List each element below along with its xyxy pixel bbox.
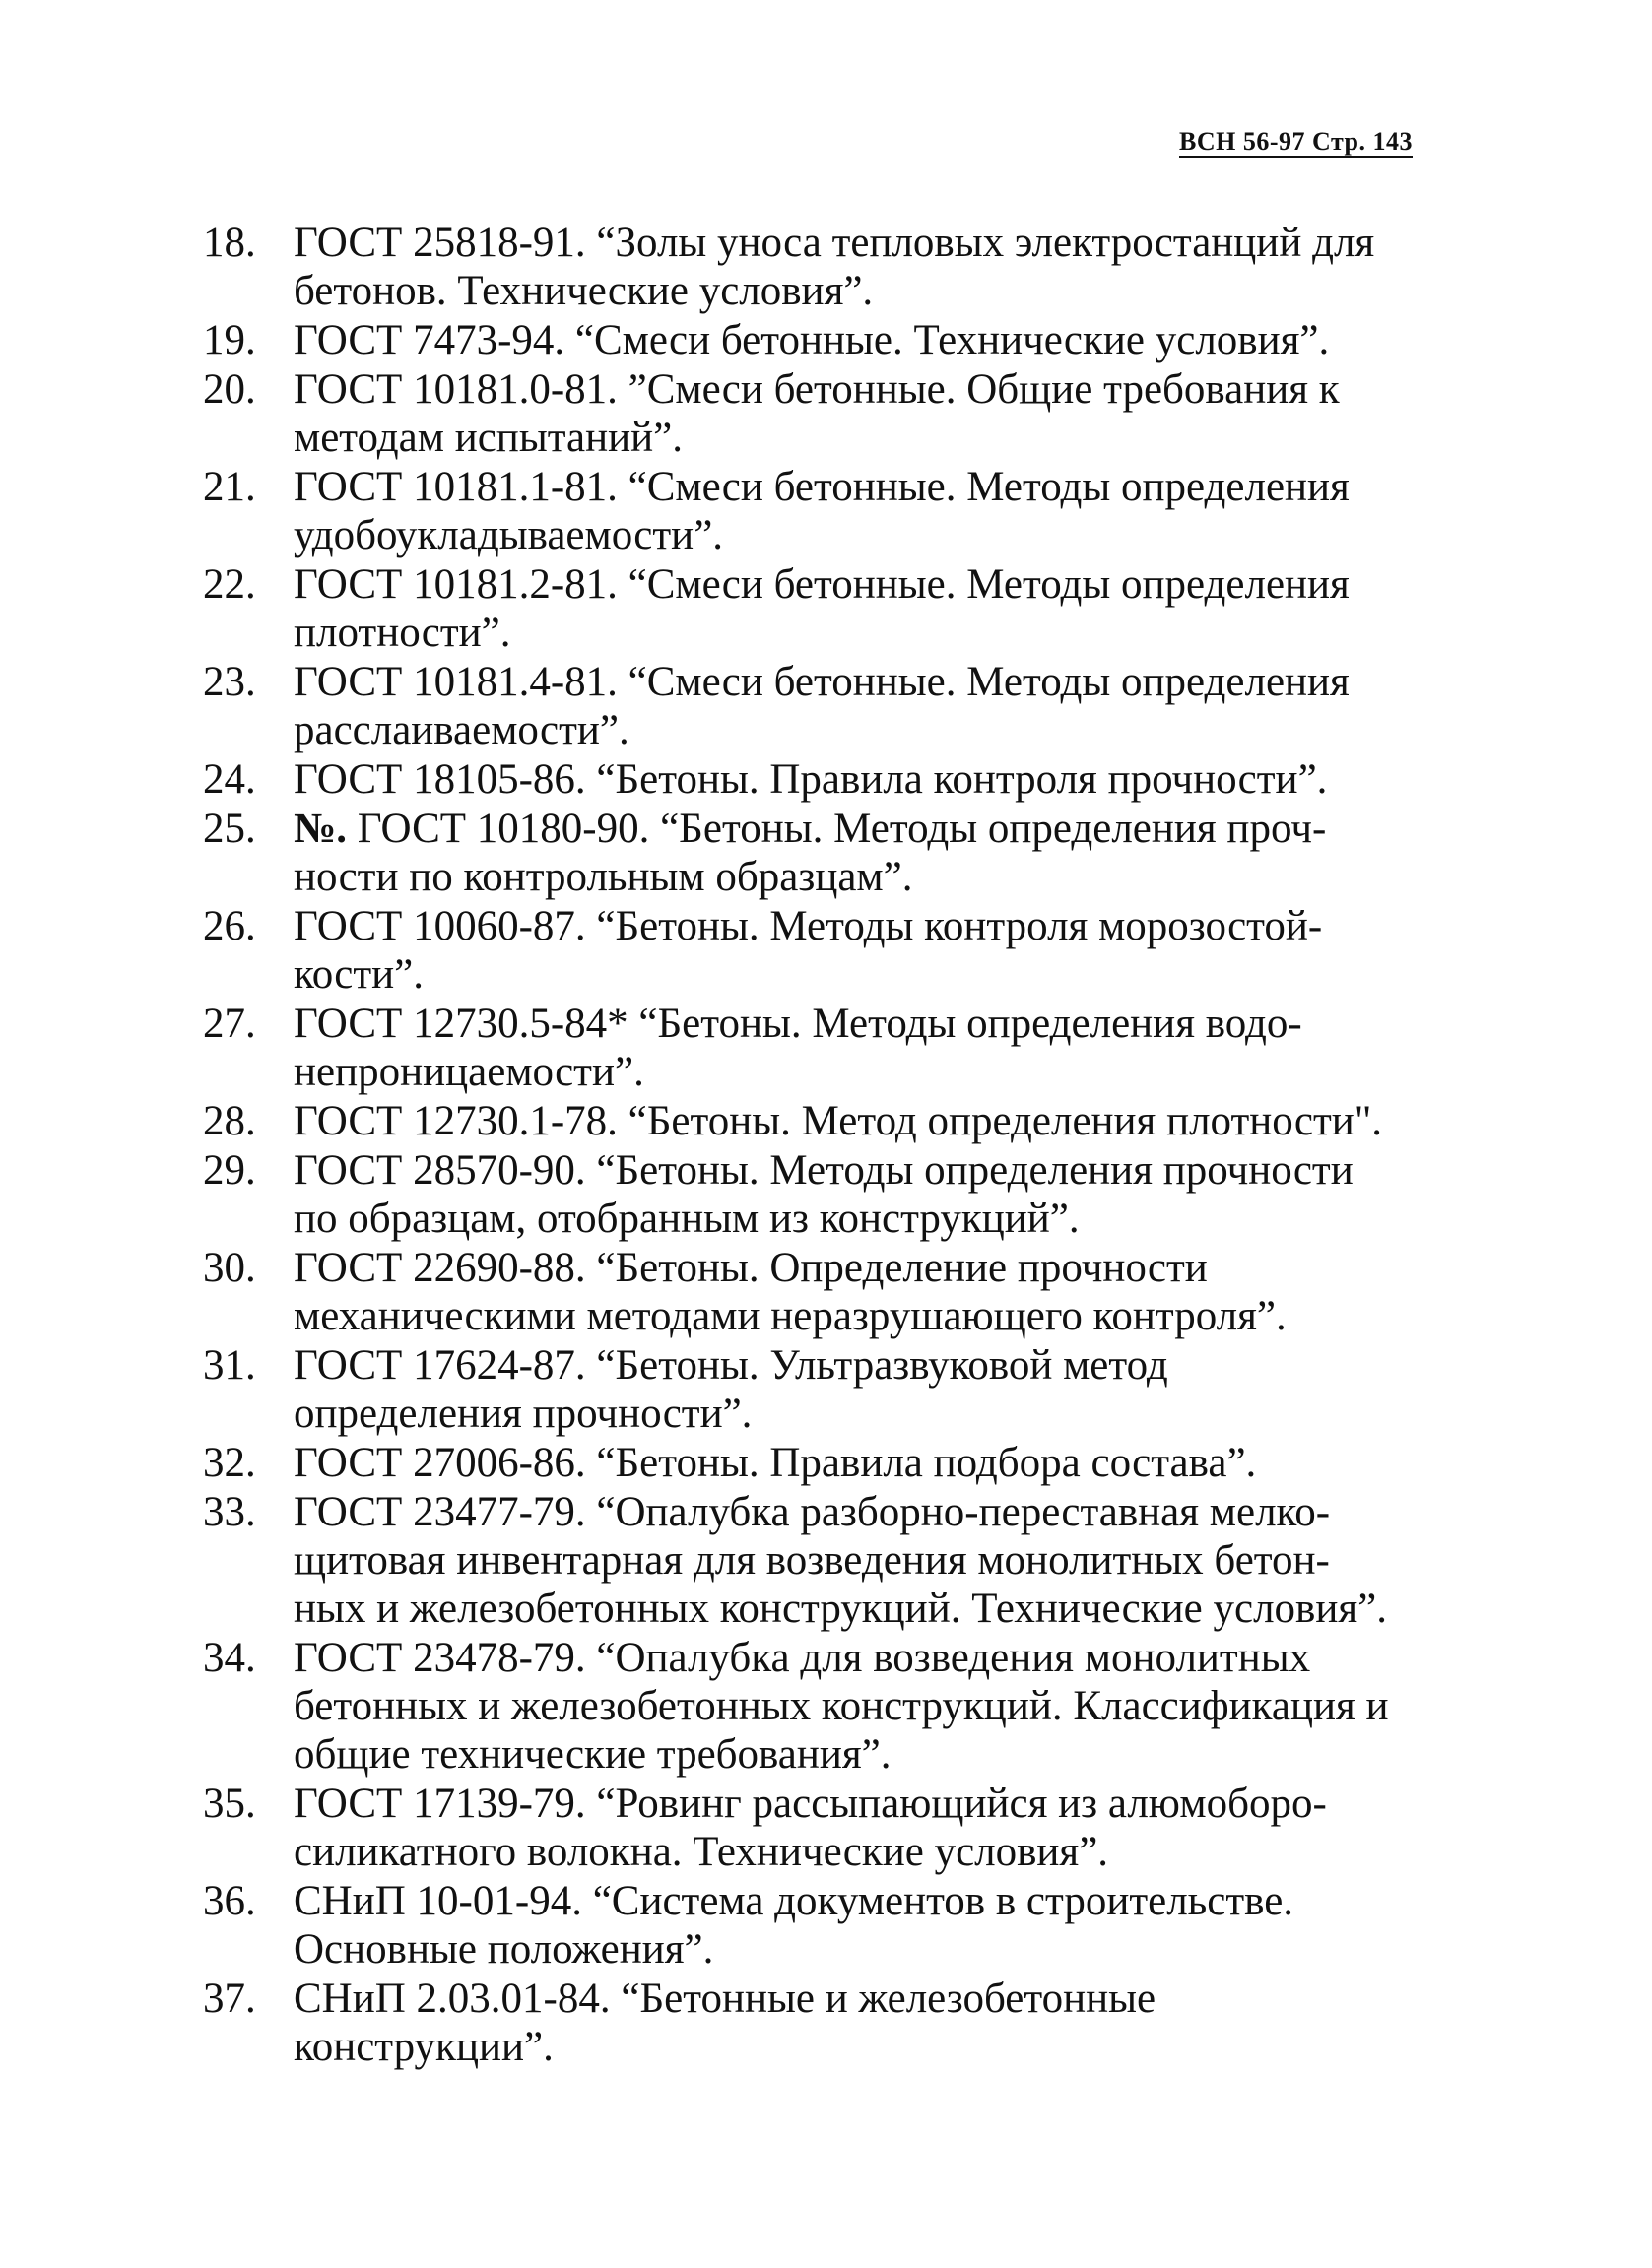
reference-line: ГОСТ 12730.1-78. “Бетоны. Метод определения плотности". <box>294 1098 1383 1144</box>
page-header: ВСН 56-97 Стр. 143 <box>1179 127 1413 156</box>
reference-number: 36. <box>203 1878 256 1924</box>
reference-item <box>203 1488 1484 1633</box>
reference-text <box>294 1975 1446 2071</box>
reference-text <box>294 1488 1446 1633</box>
reference-line: бетонных и железобетонных конструкций. Классификация и <box>294 1683 1389 1729</box>
reference-line: СНиП 2.03.01-84. “Бетонные и железобетонные <box>294 1976 1156 2022</box>
reference-line: плотности”. <box>294 610 511 656</box>
reference-item <box>203 560 1484 657</box>
reference-number: 27. <box>203 1001 256 1047</box>
reference-number: 32. <box>203 1440 256 1486</box>
reference-item <box>203 1097 1484 1145</box>
reference-line: СНиП 10-01-94. “Система документов в строительстве. <box>294 1878 1294 1924</box>
reference-line: кости”. <box>294 951 425 998</box>
reference-line: ГОСТ 28570-90. “Бетоны. Методы определения прочности <box>294 1147 1354 1194</box>
reference-number: 35. <box>203 1781 256 1827</box>
reference-text <box>294 560 1446 657</box>
reference-text <box>294 1097 1446 1145</box>
reference-line: бетонов. Технические условия”. <box>294 268 874 314</box>
reference-number: 30. <box>203 1245 256 1291</box>
reference-number: 25. <box>203 806 256 852</box>
reference-item <box>203 658 1484 754</box>
reference-line: механическими методами неразрушающего контроля”. <box>294 1293 1287 1339</box>
reference-line: ГОСТ 25818-91. “Золы уноса тепловых электростанций для <box>294 220 1375 266</box>
reference-item <box>203 1341 1484 1438</box>
reference-line: ГОСТ 10060-87. “Бетоны. Методы контроля морозостой- <box>294 903 1323 949</box>
reference-list <box>203 219 1484 2072</box>
reference-item <box>203 1634 1484 1779</box>
reference-number: 34. <box>203 1635 256 1681</box>
reference-line: ности по контрольным образцам”. <box>294 854 913 900</box>
reference-number: 28. <box>203 1098 256 1144</box>
reference-item <box>203 219 1484 315</box>
reference-line: ГОСТ 10181.0-81. ”Смеси бетонные. Общие требования к <box>294 366 1340 413</box>
reference-line: ГОСТ 7473-94. “Смеси бетонные. Технические условия”. <box>294 317 1330 363</box>
reference-line: удобоукладываемости”. <box>294 512 724 558</box>
reference-number: 21. <box>203 464 256 510</box>
reference-item <box>203 316 1484 364</box>
reference-text <box>294 1244 1446 1340</box>
reference-line: ГОСТ 23477-79. “Опалубка разборно-переставная мелко- <box>294 1489 1331 1535</box>
reference-line: ГОСТ 23478-79. “Опалубка для возведения монолитных <box>294 1635 1311 1681</box>
reference-marker: №. <box>294 806 347 852</box>
reference-number: 23. <box>203 659 256 705</box>
reference-line: определения прочности”. <box>294 1391 753 1437</box>
reference-line: ГОСТ 18105-86. “Бетоны. Правила контроля прочности”. <box>294 756 1328 803</box>
reference-line: ГОСТ 10180-90. “Бетоны. Методы определения проч- <box>357 806 1327 852</box>
reference-item <box>203 1000 1484 1096</box>
reference-number: 26. <box>203 903 256 949</box>
reference-line: ных и железобетонных конструкций. Технические условия”. <box>294 1586 1387 1632</box>
reference-text <box>294 463 1446 559</box>
reference-line: ГОСТ 17139-79. “Ровинг рассыпающийся из алюмоборо- <box>294 1781 1327 1827</box>
reference-text <box>294 365 1446 462</box>
reference-item <box>203 805 1484 901</box>
reference-line: ГОСТ 27006-86. “Бетоны. Правила подбора состава”. <box>294 1440 1257 1486</box>
reference-item <box>203 755 1484 804</box>
reference-item <box>203 902 1484 999</box>
reference-line: ГОСТ 10181.1-81. “Смеси бетонные. Методы определения <box>294 464 1350 510</box>
reference-line: по образцам, отобранным из конструкций”. <box>294 1196 1080 1242</box>
reference-line: ГОСТ 17624-87. “Бетоны. Ультразвуковой метод <box>294 1342 1168 1389</box>
reference-item <box>203 463 1484 559</box>
reference-item <box>203 365 1484 462</box>
reference-line: ГОСТ 10181.2-81. “Смеси бетонные. Методы определения <box>294 561 1350 608</box>
reference-line: конструкции”. <box>294 2024 554 2070</box>
reference-text <box>294 1634 1446 1779</box>
reference-number: 37. <box>203 1976 256 2022</box>
reference-item <box>203 1780 1484 1876</box>
reference-text <box>294 1780 1446 1876</box>
reference-line: методам испытаний”. <box>294 415 683 461</box>
reference-line: ГОСТ 10181.4-81. “Смеси бетонные. Методы определения <box>294 659 1350 705</box>
reference-line: Основные положения”. <box>294 1926 714 1973</box>
reference-line: силикатного волокна. Технические условия”. <box>294 1829 1109 1875</box>
reference-line: ГОСТ 22690-88. “Бетоны. Определение прочности <box>294 1245 1208 1291</box>
reference-text <box>294 658 1446 754</box>
reference-item <box>203 1439 1484 1487</box>
reference-number: 22. <box>203 561 256 608</box>
reference-text <box>294 219 1446 315</box>
reference-item <box>203 1975 1484 2071</box>
reference-item <box>203 1146 1484 1243</box>
reference-number: 18. <box>203 220 256 266</box>
reference-text <box>294 755 1446 804</box>
reference-text <box>294 1146 1446 1243</box>
reference-text <box>294 805 1446 901</box>
reference-number: 20. <box>203 366 256 413</box>
reference-number: 24. <box>203 756 256 803</box>
reference-text <box>294 1439 1446 1487</box>
reference-text <box>294 316 1446 364</box>
reference-number: 19. <box>203 317 256 363</box>
reference-line: щитовая инвентарная для возведения монолитных бетон- <box>294 1537 1330 1584</box>
reference-text <box>294 1000 1446 1096</box>
reference-line: общие технические требования”. <box>294 1731 892 1778</box>
reference-number: 33. <box>203 1489 256 1535</box>
reference-item <box>203 1877 1484 1974</box>
reference-text <box>294 902 1446 999</box>
reference-number: 29. <box>203 1147 256 1194</box>
reference-line: непроницаемости”. <box>294 1049 644 1095</box>
reference-text <box>294 1877 1446 1974</box>
reference-line: расслаиваемости”. <box>294 707 629 753</box>
reference-text <box>294 1341 1446 1438</box>
reference-line: ГОСТ 12730.5-84* “Бетоны. Методы определения водо- <box>294 1001 1302 1047</box>
reference-item <box>203 1244 1484 1340</box>
reference-number: 31. <box>203 1342 256 1389</box>
